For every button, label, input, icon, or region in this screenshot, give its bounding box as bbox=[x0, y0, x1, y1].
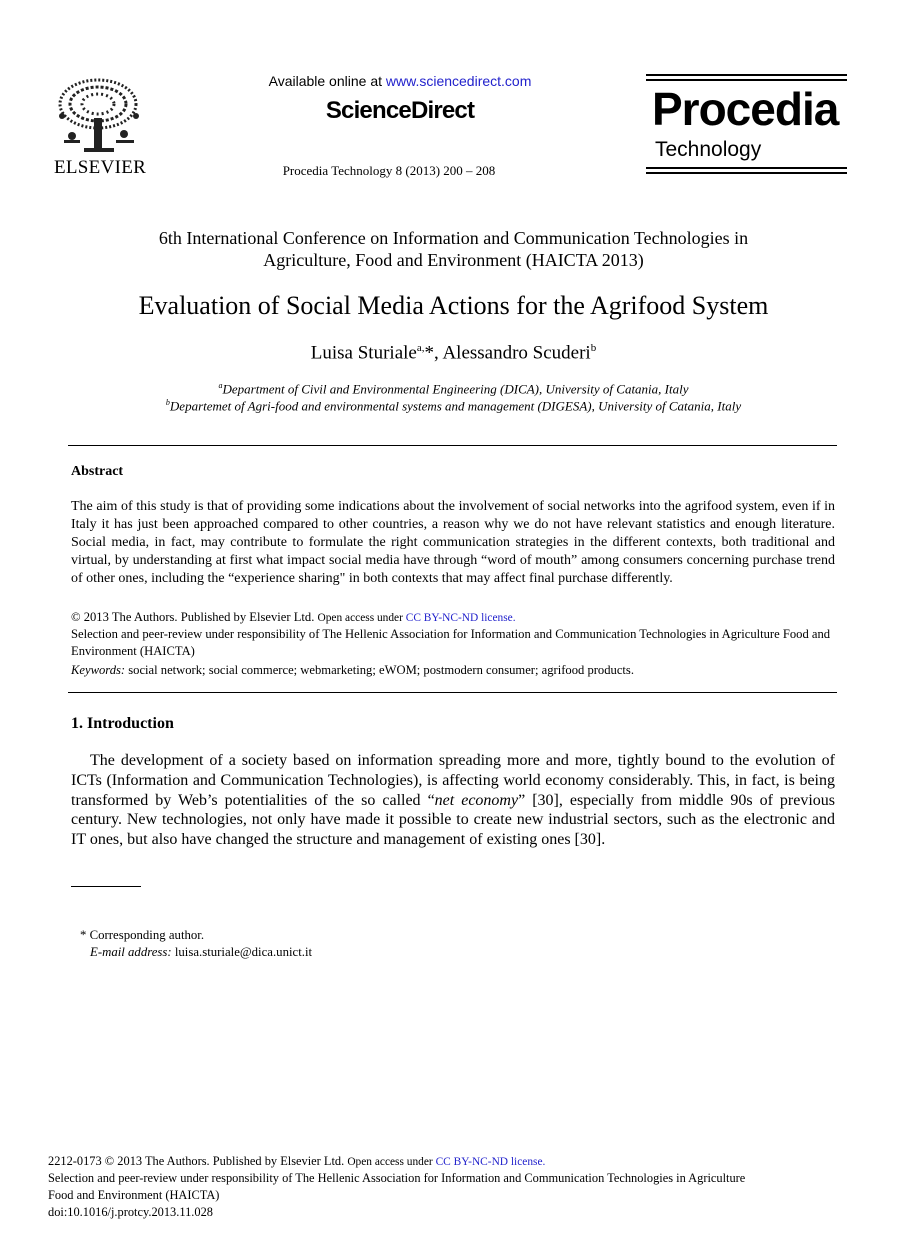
introduction-heading: 1. Introduction bbox=[71, 715, 174, 732]
corresponding-author: * Corresponding author. bbox=[80, 928, 205, 942]
footer-license-link[interactable]: CC BY-NC-ND license. bbox=[435, 1156, 546, 1168]
abstract-text: The aim of this study is that of providing some indications about the involvement of social networks into the agrifood system, even if in Italy it has just been approached compared to other countries, a reason why we do not have relevant statistics and enough literature. Social media, in fact, may contribute to formulate the right communication strategies in the different contexts, both traditional and virtual, by understanding at first what impact social media have through “word of mouth” among consumers concerning purchase trend of other ones, including the “experience sharing" in both contexts that may affect final purchase differently. bbox=[71, 499, 835, 587]
affiliation-b: $^b$Departemet of Agri-food and environmental systems and management (DIGESA), University of Catania, Italy bbox=[165, 398, 742, 414]
divider-top bbox=[68, 445, 837, 446]
procedia-rule-bottom bbox=[646, 167, 847, 169]
sciencedirect-logo: ScienceDirect bbox=[325, 97, 475, 124]
introduction-text: The development of a society based on information spreading more and more, tightly bound to the evolution of ICTs (Information and Communication Technologies), is affecting world economy considerably. This, in fact, is being transformed by Web’s potentialities of the so called “net economy” [30], especially from middle 90s of previous century. New technologies, not only have made it possible to create new industrial sectors, such as the electronic and IT ones, but also have changed the structure and management of existing ones [30]. bbox=[71, 752, 836, 849]
conference-line-2: Agriculture, Food and Environment (HAICTA 2013) bbox=[263, 250, 644, 270]
footer-peer-review-1: Selection and peer-review under responsibility of The Hellenic Association for Information and Communication Technologies in Agriculture bbox=[48, 1171, 746, 1185]
procedia-rule-top-2 bbox=[646, 79, 847, 81]
divider-bottom bbox=[68, 692, 837, 693]
footnote-rule bbox=[71, 886, 141, 887]
procedia-rule-top bbox=[646, 74, 847, 76]
procedia-logo-subtitle: Technology bbox=[655, 138, 762, 161]
copyright-line: © 2013 The Authors. Published by Elsevier Ltd. Open access under CC BY-NC-ND license. bbox=[71, 610, 516, 624]
license-link[interactable]: CC BY-NC-ND license. bbox=[405, 612, 516, 624]
elsevier-tree-logo bbox=[54, 76, 144, 156]
footer-issn: 2212-0173 © 2013 The Authors. Published by Elsevier Ltd. Open access under CC BY-NC-ND license. bbox=[48, 1154, 546, 1168]
elsevier-wordmark: ELSEVIER bbox=[54, 157, 147, 178]
abstract-heading: Abstract bbox=[71, 464, 124, 479]
available-online: Available online at www.sciencedirect.com bbox=[268, 73, 532, 89]
procedia-logo-title: Procedia bbox=[652, 83, 839, 135]
paper-title: Evaluation of Social Media Actions for the Agrifood System bbox=[138, 291, 769, 320]
sciencedirect-url[interactable]: www.sciencedirect.com bbox=[385, 73, 532, 89]
authors: Luisa Sturiale$^{a,}$*, Alessandro Scuderi$^b$ bbox=[310, 342, 597, 364]
footer-doi: doi:10.1016/j.protcy.2013.11.028 bbox=[48, 1205, 213, 1219]
procedia-rule-bottom-2 bbox=[646, 172, 847, 174]
journal-reference: Procedia Technology 8 (2013) 200 – 208 bbox=[282, 163, 496, 178]
conference-line-1: 6th International Conference on Information and Communication Technologies in bbox=[158, 228, 749, 248]
footer-peer-review-2: Food and Environment (HAICTA) bbox=[48, 1188, 220, 1202]
peer-review: Selection and peer-review under responsibility of The Hellenic Association for Information and Communication Technologies in Agriculture Food and Environment (HAICTA) bbox=[71, 627, 831, 658]
email-line: E-mail address: luisa.sturiale@dica.unict.it bbox=[90, 945, 313, 959]
keywords: Keywords: social network; social commerce; webmarketing; eWOM; postmodern consumer; agrifood products. bbox=[71, 663, 634, 677]
affiliation-a: $^a$Department of Civil and Environmental Engineering (DICA), University of Catania, Italy bbox=[218, 381, 689, 397]
